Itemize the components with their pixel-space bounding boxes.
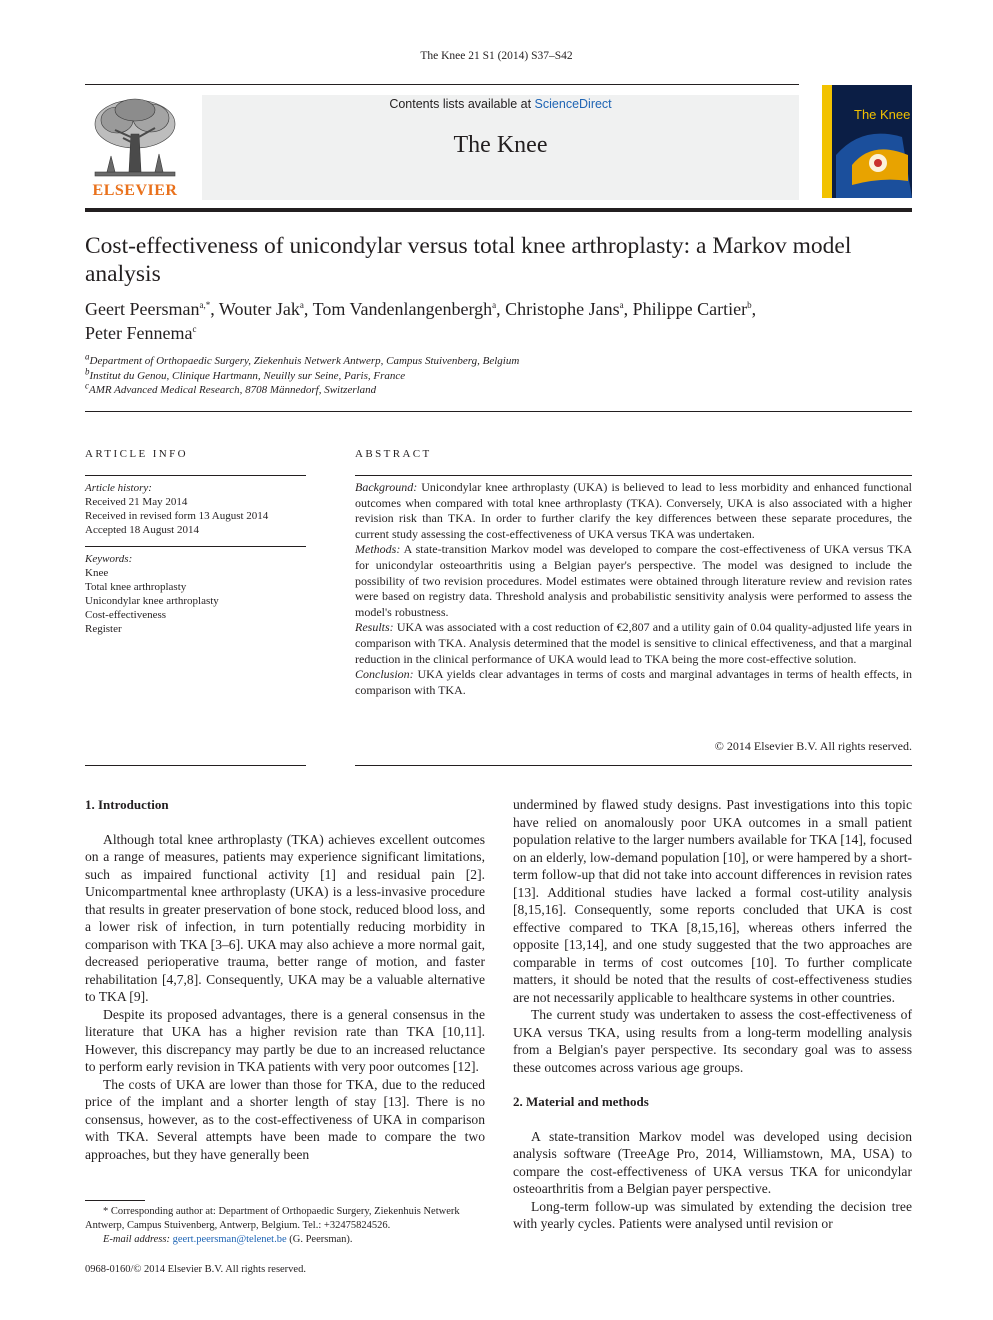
email-link[interactable]: geert.peersman@telenet.be [172,1234,287,1245]
methods-paragraph-1: A state-transition Markov model was developed using decision analysis software (TreeAge Pro, 2014, Williamstown, MA, USA) to compare the cost-effectiveness of UKA versus TKA for unicondylar osteoarthritis from a Belgian payer perspective. [513,1128,912,1196]
history-label: Article history: [85,482,152,494]
author-name[interactable]: Christophe Jans [505,299,620,319]
author-separator: , [210,299,219,319]
intro-paragraph-2: Despite its proposed advantages, there is a general consensus in the literature that UKA has a higher revision rate than TKA [10,11]. However, this discrepancy may partly be due to an increased reluctance to perform early revision in TKA patients with very poor outcomes [12]. [85,1006,485,1074]
methods-text: A state-transition Markov model was developed to compare the cost-effectiveness of UKA versus TKA for unicondylar osteoarthritis using a Belgian payer's perspective. The model was designed to include the possibility of two revision procedures. Model estimates were obtained through literature review and revision rates were based on registry data. Threshold analysis and probabilistic sensitivity analysis were performed to assess the model's robustness. [355,542,912,619]
abstract-results [355,620,912,667]
methods-heading: 2. Material and methods [513,1094,649,1109]
cover-title: The Knee [854,107,911,122]
author-affil-sup[interactable]: c [192,324,197,334]
conclusion-text: UKA yields clear advantages in terms of costs and marginal advantages in terms of health effects, in comparison with TKA. [355,667,912,697]
affiliation-sup: a [85,351,90,362]
keywords-rule [85,546,306,547]
elsevier-tree-icon [85,94,185,184]
author-affil-sup[interactable]: a [492,300,497,310]
authors-rule [85,411,912,412]
issn-line: 0968-0160/© 2014 Elsevier B.V. All rights reserved. [85,1264,306,1275]
affiliation-sup: b [85,365,90,376]
intro-paragraph-4: The current study was undertaken to assess the cost-effectiveness of UKA versus TKA, using results from a long-term modelling analysis from a Belgian's payer perspective. Its secondary goal was to assess these outcomes across various age groups. [513,1007,912,1075]
keywords-label: Keywords: [85,553,133,565]
contents-line [202,97,799,111]
affiliation-text: Department of Orthopaedic Surgery, Ziekenhuis Netwerk Antwerp, Campus Stuivenberg, Belgium [89,355,520,367]
results-label: Results: [355,620,394,635]
author-affil-sup[interactable]: a,* [199,300,211,310]
email-label: E-mail address: [103,1234,173,1245]
contents-prefix: Contents lists available at [389,97,535,111]
author-affil-sup[interactable]: a [299,300,304,310]
affiliation-item [85,380,912,398]
keyword-item: Total knee arthroplasty [85,581,187,593]
email-suffix: (G. Peersman). [286,1234,353,1245]
keywords-block [85,552,306,636]
footnote [85,1205,485,1247]
author-name[interactable]: Peter Fennema [85,323,193,343]
author-separator: , [303,299,313,319]
results-text: UKA was associated with a cost reduction of €2,807 and a utility gain of 0.04 quality-adjusted life years in comparison with TKA. Analysis determined that the model is sensitive to clinical effectiveness, and that a marginal reduction in the clinical performance of UKA would lead to TKA being the more cost-effective solution. [355,620,912,666]
keyword-item: Register [85,623,122,635]
affiliation-item [85,351,912,369]
abstract-heading: ABSTRACT [355,448,432,460]
author-affil-sup[interactable]: b [747,300,752,310]
author-name[interactable]: Geert Peersman [85,299,200,319]
affiliation-sup: c [85,380,89,391]
received-date: Received 21 May 2014 [85,496,188,508]
author-list [85,297,912,345]
background-text: Unicondylar knee arthroplasty (UKA) is believed to lead to less morbidity and enhanced functional outcomes when compared with total knee arthroplasty (TKA). Conversely, UKA is also associated with a higher revision risk than TKA. In order to further clarify the key differences between these separate procedures, the current study assessing the cost-effectiveness of UKA versus TKA was undertaken. [355,480,912,541]
revised-date: Received in revised form 13 August 2014 [85,510,269,522]
keyword-item: Unicondylar knee arthroplasty [85,595,219,607]
article-title: Cost-effectiveness of unicondylar versus total knee arthroplasty: a Markov model analysis [85,233,852,287]
author-separator: , [496,299,506,319]
keyword-item: Knee [85,567,109,579]
footnote-rule [85,1200,145,1201]
methods-paragraph-2: Long-term follow-up was simulated by extending the decision tree with yearly cycles. Patients were analysed until revision or [513,1198,912,1231]
article-info-bottom-rule [85,765,306,766]
body-right-column [513,796,912,1233]
affiliation-text: AMR Advanced Medical Research, 8708 Männedorf, Switzerland [89,384,377,396]
intro-paragraph-3: The costs of UKA are lower than those for TKA, due to the reduced price of the implant and a shorter length of stay [13]. There is no consensus, however, as to the cost-effectiveness of UKA in comparison with TKA. Several attempts have been made to compare the two approaches, but they have generally been [85,1076,485,1162]
article-info-rule [85,475,306,476]
header-thick-rule [85,208,912,212]
journal-cover[interactable] [822,85,912,198]
corresponding-author: * Corresponding author at: Department of Orthopaedic Surgery, Ziekenhuis Netwerk Antwerp, Campus Stuivenberg, Antwerp, Belgium. Tel.: +32475824526. [85,1206,460,1231]
article-history [85,481,306,537]
affiliation-text: Institut du Genou, Clinique Hartmann, Neuilly sur Seine, Paris, France [89,369,406,382]
affiliations [85,351,912,398]
body-left-column [85,796,485,1163]
affiliation-item [85,365,912,384]
author-affil-sup[interactable]: a [619,300,624,310]
intro-paragraph-1: Although total knee arthroplasty (TKA) achieves excellent outcomes on a range of measures, patients may experience significant limitations, such as impaired functional activity [1] and residual pain [2]. Unicompartmental knee arthroplasty (UKA) is a less-invasive procedure that results in greater preservation of bone stock, reduced blood loss, and a lower risk of infection, in turn potentially reducing morbidity in comparison with TKA [3–6]. UKA may also achieve a more normal gait, decreased perioperative trauma, better range of motion, and faster rehabilitation [4,7,8]. Consequently, UKA may be a valuable alternative to TKA [9]. [85,831,485,1004]
conclusion-label: Conclusion: [355,667,414,682]
header-rule [85,84,799,85]
abstract-methods [355,542,912,620]
sciencedirect-link[interactable]: ScienceDirect [534,97,612,111]
methods-label: Methods: [355,542,401,557]
abstract-conclusion [355,667,912,698]
author-separator: , [623,299,633,319]
abstract-copyright: © 2014 Elsevier B.V. All rights reserved. [714,739,912,753]
intro-heading: 1. Introduction [85,797,169,812]
publisher-logo-text: ELSEVIER [92,182,178,199]
cover-image-icon [822,85,912,198]
abstract-bottom-rule [355,765,912,766]
abstract-rule [355,475,912,476]
author-separator: , [751,299,757,319]
elsevier-logo[interactable] [85,94,185,202]
article-info-heading: ARTICLE INFO [85,448,188,460]
journal-citation: The Knee 21 S1 (2014) S37–S42 [420,50,573,62]
author-name[interactable]: Tom Vandenlangenbergh [312,299,493,319]
accepted-date: Accepted 18 August 2014 [85,524,199,536]
email-line [85,1233,485,1247]
journal-name: The Knee [453,132,548,158]
keyword-item: Cost-effectiveness [85,609,167,621]
background-label: Background: [355,480,418,494]
author-name[interactable]: Philippe Cartier [632,299,748,319]
author-name[interactable]: Wouter Jak [218,299,300,319]
intro-paragraph-3-cont: undermined by flawed study designs. Past investigations into this topic have relied on anomalously poor UKA outcomes in a small patient population relative to the larger numbers available for TKA [14], focused on an elderly, low-demand population [10], or were hampered by a short-term follow-up that did not take into account differences in revision rates [13]. Additional studies have lacked a formal cost-utility analysis [8,15,16]. Consequently, some reports concluded that UKA is cost effective compared to TKA [8,15,16], whereas others inferred the opposite [13,14], and one study suggested that the two approaches are comparable in terms of cost outcomes [10]. To further complicate matters, it should be noted that the results of cost-effectiveness studies are not necessarily applicable to healthcare systems in other countries. [513,797,912,1005]
abstract-background [355,480,912,542]
abstract-body [355,480,912,698]
